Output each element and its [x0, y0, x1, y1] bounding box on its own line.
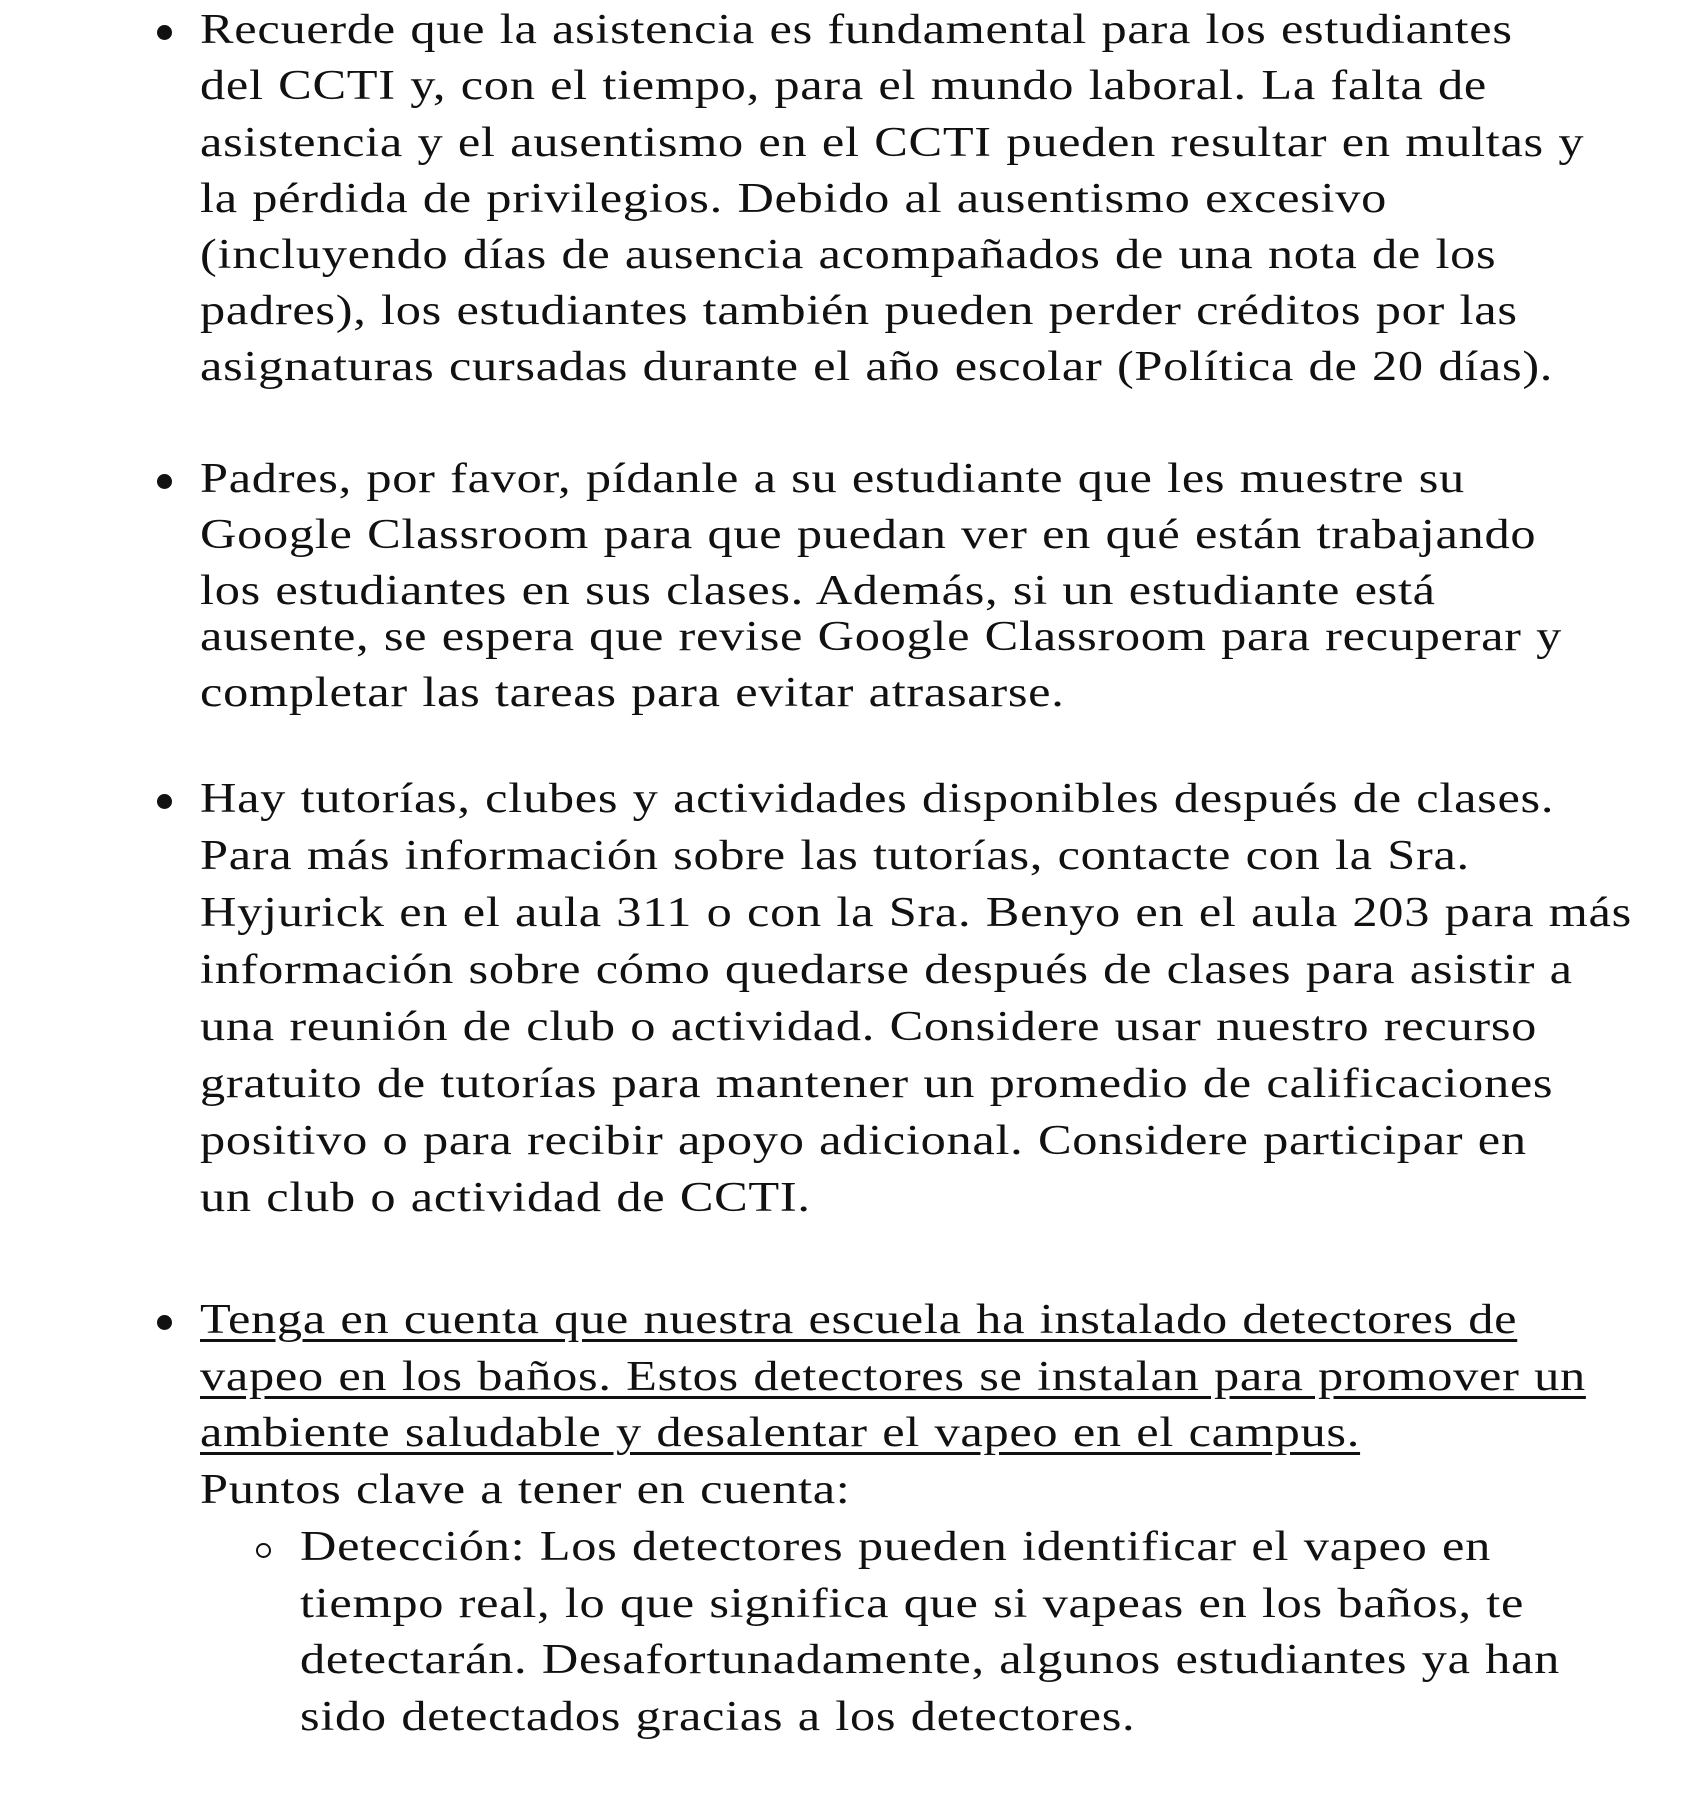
text-line: gratuito de tutorías para mantener un promedio de calificaciones — [200, 1061, 1554, 1107]
text-line: la pérdida de privilegios. Debido al ausentismo excesivo — [200, 176, 1388, 222]
underlined-text-line — [200, 1349, 1586, 1406]
text-line: positivo o para recibir apoyo adicional. Considere participar en — [200, 1118, 1527, 1164]
underlined-text-line — [200, 1405, 1360, 1462]
underlined-text: vapeo en los baños. Estos detectores se instalan para promover un — [200, 1354, 1586, 1400]
text-line: los estudiantes en sus clases. Además, si un estudiante está — [200, 568, 1436, 614]
text-line: tiempo real, lo que significa que si vapeas en los baños, te — [300, 1581, 1525, 1627]
text-line: Para más información sobre las tutorías, contacte con la Sra. — [200, 833, 1470, 879]
bullet-disc-icon — [157, 474, 172, 489]
text-line: Recuerde que la asistencia es fundamental para los estudiantes — [200, 7, 1513, 53]
text-line: un club o actividad de CCTI. — [200, 1175, 811, 1221]
key-points-heading: Puntos clave a tener en cuenta: — [200, 1467, 851, 1513]
text-line: padres), los estudiantes también pueden perder créditos por las — [200, 288, 1518, 334]
text-line: Google Classroom para que puedan ver en qué están trabajando — [200, 512, 1537, 558]
bullet-disc-icon — [157, 794, 172, 809]
bullet-disc-icon — [157, 25, 172, 40]
underlined-text: Tenga en cuenta que nuestra escuela ha instalado detectores de — [200, 1297, 1518, 1343]
bullet-disc-icon — [157, 1315, 172, 1330]
text-line: (incluyendo días de ausencia acompañados de una nota de los — [200, 232, 1497, 278]
text-line: Padres, por favor, pídanle a su estudiante que les muestre su — [200, 456, 1465, 502]
bullet-circle-icon — [256, 1543, 271, 1558]
underlined-text: ambiente saludable y desalentar el vapeo en el campus. — [200, 1410, 1361, 1456]
text-line: asignaturas cursadas durante el año escolar (Política de 20 días). — [200, 344, 1554, 390]
text-line: información sobre cómo quedarse después de clases para asistir a — [200, 947, 1573, 993]
text-line: una reunión de club o actividad. Considere usar nuestro recurso — [200, 1004, 1538, 1050]
text-line: completar las tareas para evitar atrasarse. — [200, 670, 1065, 716]
text-line: detectarán. Desafortunadamente, algunos estudiantes ya han — [300, 1637, 1561, 1683]
text-line: ausente, se espera que revise Google Classroom para recuperar y — [200, 614, 1563, 660]
text-line: Detección: Los detectores pueden identificar el vapeo en — [300, 1524, 1492, 1570]
text-line: Hay tutorías, clubes y actividades disponibles después de clases. — [200, 776, 1555, 822]
underlined-text-line — [200, 1292, 1517, 1349]
text-line: del CCTI y, con el tiempo, para el mundo laboral. La falta de — [200, 63, 1487, 109]
text-line: Hyjurick en el aula 311 o con la Sra. Benyo en el aula 203 para más — [200, 890, 1632, 936]
text-line: asistencia y el ausentismo en el CCTI pueden resultar en multas y — [200, 120, 1585, 166]
text-line: sido detectados gracias a los detectores. — [300, 1694, 1136, 1740]
